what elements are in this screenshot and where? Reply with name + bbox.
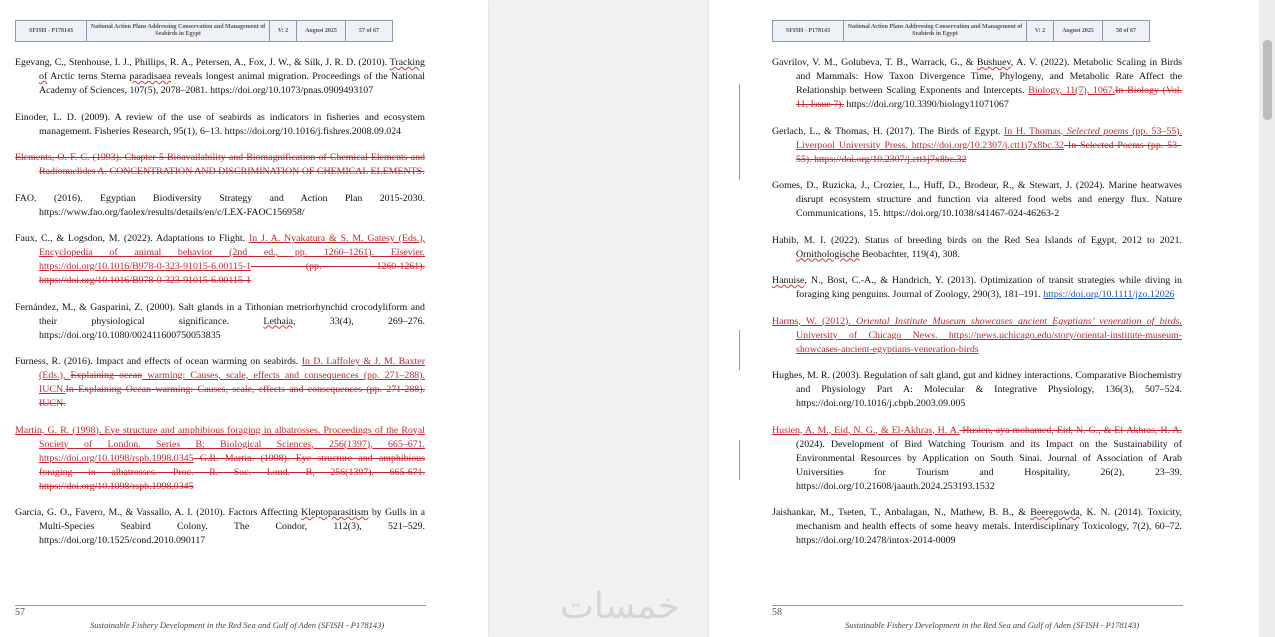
- reference-text: Elements, O. F. C. (1993). Chapter 5 Bioavailability and Biomagnification of Chemical Elements and Radionuclides A. CONCENTRATION AND DISCRIMINATION OF CHEMICAL ELEMENTS.: [15, 152, 425, 177]
- reference-entry: [772, 315, 1182, 357]
- reference-entry: [772, 369, 1182, 411]
- footer-text: Sustainable Fishery Development in the Red Sea and Gulf of Aden (SFISH - P178143): [845, 620, 1140, 630]
- reference-entry: [772, 506, 1182, 548]
- header-title: National Action Plans Addressing Conservation and Management of Seabirds in Egypt: [87, 21, 270, 42]
- reference-text: G.R. Martin. (1998). Eye structure and amphibious foraging in albatrosses. Proc. R. Soc. Lond. B, 256(1397), 665-671. https://doi.org/10.1098/rspb.1998.0345: [39, 452, 425, 492]
- reference-text: Egevang, C., Stenhouse, I. J., Phillips, R. A., Petersen, A., Fox, J. W., & Silk, J. R. D. (2010).: [15, 57, 390, 68]
- page-header-table: [772, 20, 1150, 42]
- reference-text: Beobachter, 119(4), 308.: [859, 248, 960, 260]
- header-title: National Action Plans Addressing Conservation and Management of Seabirds in Egypt: [844, 21, 1027, 42]
- reference-text: Tracking of: [39, 57, 425, 82]
- reference-text: Beeregowda: [1030, 507, 1080, 518]
- reference-text: (2024). Development of Bird Watching Tourism and its Impact on the Sustainability of Environmental Resources by Application on South Sinai. Journal of Association of Arab Universities for Tourism and Hospitality, 26(2), 23–39. https://doi.org/10.21608/jaauth.2024.253193.1532: [796, 438, 1182, 492]
- reference-text: Garcia, G. O., Favero, M., & Vassallo, A. I. (2010). Factors Affecting: [15, 507, 302, 518]
- change-bar: [739, 84, 740, 180]
- reference-text: Fernández, M., & Gasparini, Z. (2000). Salt glands in a Tithonian metriorhynchid crocodyliform and their physiological significance.: [15, 301, 425, 327]
- scrollbar-thumb[interactable]: [1263, 40, 1272, 120]
- reference-text: Arctic terns Sterna: [47, 71, 130, 82]
- reference-text: Furness, R. (2016). Impact and effects of ocean warming on seabirds.: [15, 356, 302, 367]
- reference-text: Faux, C., & Logsdon, M. (2022). Adaptations to Flight.: [15, 233, 249, 244]
- reference-text: Jaishankar, M., Tseten, T., Anbalagan, N., Mathew, B. B., &: [772, 507, 1031, 518]
- reference-text: University of Chicago News. https://news.uchicago.edu/story/oriental-institute-museum-showcases-ancient-egyptians-veneration-birds: [796, 329, 1182, 355]
- reference-entry: [772, 234, 1182, 262]
- page-header-table: [15, 20, 393, 42]
- reference-text: In J. A. Nyakatura & S. M. Gatesy (Eds.), Encyclopedia of animal behavior (2nd ed., pp. 1260–1261). Elsevier. https://doi.org/10.1016/B978-0-323-91015-6.00115-1: [39, 233, 425, 272]
- reference-entry: [15, 424, 425, 494]
- header-doc-id: SFISH - P178143: [773, 21, 844, 42]
- reference-text: Hanuise: [772, 275, 805, 286]
- reference-text: reveals longest animal migration. Proceedings of the National Academy of Sciences, 107(5), 2078–2081. https://doi.org/10.1073/pnas.0909493107: [39, 71, 425, 96]
- footer-page-number: 58: [772, 607, 782, 618]
- reference-text: , N., Bost, C.-A., & Handrich, Y. (2013). Optimization of transit strategies while diving in foraging king penguins. Journal of Zoology, 290(3), 181–191.: [796, 275, 1182, 300]
- footer-page-number: 57: [15, 607, 25, 618]
- reference-entry: [15, 192, 425, 220]
- reference-text: Gavrilov, V. M., Golubeva, T. B., Warrack, G., &: [772, 57, 977, 68]
- reference-text: Selected poems: [1066, 125, 1129, 137]
- reference-entry: [772, 179, 1182, 221]
- reference-entry: [772, 424, 1182, 494]
- reference-entry: [15, 506, 425, 548]
- reference-text: Explaining ocean: [70, 370, 143, 381]
- header-date: August 2025: [1054, 21, 1103, 42]
- reference-text: Gerlach, L., & Thomas, H. (2017). The Birds of Egypt.: [772, 125, 1005, 137]
- reference-text: Husien, aya mohamed, Eid, N. G., & El-Akhras, H. A.: [959, 424, 1182, 436]
- reference-entry: [772, 274, 1182, 302]
- footer-divider: [772, 605, 1183, 606]
- footer-divider: [15, 605, 426, 606]
- vertical-scrollbar[interactable]: [1259, 0, 1275, 637]
- reference-text: Biology, 11(7), 1067.: [1028, 85, 1116, 96]
- reference-entry: [15, 301, 425, 343]
- reference-text: Kleptoparasitism: [301, 507, 369, 518]
- reference-text: https://doi.org/10.3390/biology11071067: [843, 99, 1009, 110]
- reference-text: , K. N. (2014). Toxicity, mechanism and health effects of some heavy metals. Interdisciplinary Toxicology, 7(2), 60–72. https://doi.org/10.2478/intox-2014-0009: [796, 507, 1182, 546]
- reference-text[interactable]: https://doi.org/10.1111/jzo.12026: [1043, 289, 1175, 300]
- reference-text: Husien, A. M., Eid, N. G., & El-Akhras, H. A.: [772, 424, 960, 436]
- reference-text: warming: Causes, scale, effects and consequences (pp. 271–288). IUCN.: [39, 370, 425, 395]
- document-page-left: [0, 0, 488, 637]
- reference-text: Habib, M. I. (2022). Status of breeding birds on the Red Sea Islands of Egypt, 2012 to 2021.: [772, 234, 1182, 246]
- reference-text: by Gulls in a Multi-Species Seabird Colony. The Condor, 112(3), 521–529. https://doi.org/10.1525/cond.2010.090117: [39, 507, 425, 546]
- header-version: V: 2: [270, 21, 297, 42]
- header-date: August 2025: [297, 21, 346, 42]
- change-bar: [739, 440, 740, 480]
- reference-text: In H. Thomas,: [1004, 125, 1067, 137]
- reference-text: Einoder, L. D. (2009). A review of the use of seabirds as indicators in fisheries and ecosystem management. Fisheries Research, 95(1), 6–13. https://doi.org/10.1016/j.fishres.2008.09.024: [15, 111, 425, 137]
- reference-text: In Explaining Ocean warming: Causes, scale, effects and consequences (pp. 271-288). IUCN.: [39, 384, 425, 409]
- document-page-right: [709, 0, 1259, 637]
- reference-entry: [15, 111, 425, 139]
- watermark-logo: خمسات: [560, 586, 681, 627]
- reference-entry: [15, 355, 425, 411]
- reference-text: paradisaea: [129, 71, 172, 82]
- reference-list: [15, 56, 425, 561]
- reference-text: 33(4), 269–276. https://doi.org/10.1080/002411600750053835: [39, 315, 426, 341]
- footer-text: Sustainable Fishery Development in the Red Sea and Gulf of Aden (SFISH - P178143): [90, 620, 385, 630]
- header-page-count: 57 of 67: [346, 21, 393, 42]
- reference-text: In D. Laffoley & J. M. Baxter (Eds.),: [39, 356, 425, 381]
- reference-text: Oriental Institute Museum showcases ancient Egyptians’ veneration of birds.: [856, 315, 1182, 327]
- reference-text: In Selected Poems (pp. 53–55). https://doi.org/10.2307/j.ctt1j7x8bc.32: [796, 139, 1182, 165]
- reference-text: (pp. 1260-1261). https://doi.org/10.1016/B978-0-323-91015-6.00115-1: [39, 261, 425, 286]
- header-page-count: 58 of 67: [1103, 21, 1150, 42]
- reference-text: Gomes, D., Ruzicka, J., Crozier, L., Huff, D., Brodeur, R., & Stewart, J. (2024). Marine heatwaves disrupt ecosystem structure and function via altered food webs and energy flux. Nature Communications, 15. https://doi.org/10.1038/s41467-024-46263-2: [772, 180, 1182, 219]
- reference-text: Hughes, M. R. (2003). Regulation of salt gland, gut and kidney interactions. Comparative Biochemistry and Physiology Part A: Molecular & Integrative Physiology, 136(3), 507–524. https://doi.org/10.1016/j.cbpb.2003.09.005: [772, 370, 1183, 409]
- reference-entry: [772, 125, 1182, 167]
- reference-text: , A. V. (2022). Metabolic Scaling in Birds and Mammals: How Taxon Divergence Time, Phylogeny, and Metabolic Rate Affect the Relationship between Scaling Exponents and Intercepts.: [796, 57, 1183, 96]
- reference-entry: [15, 151, 425, 179]
- header-version: V: 2: [1027, 21, 1054, 42]
- reference-entry: [15, 232, 425, 288]
- reference-list: [772, 56, 1182, 561]
- reference-entry: [15, 56, 425, 98]
- reference-text: Ornithologische: [796, 248, 860, 260]
- header-doc-id: SFISH - P178143: [16, 21, 87, 42]
- reference-text: In Biology (Vol. 11, Issue 7).: [796, 85, 1182, 110]
- reference-text: (pp. 53–55). Liverpool University Press. https://doi.org/10.2307/j.ctt1j7x8bc.32: [796, 125, 1182, 151]
- reference-entry: [772, 56, 1182, 112]
- reference-text: Bushuev: [976, 57, 1011, 68]
- change-bar: [739, 330, 740, 370]
- reference-text: Harms, W. (2012).: [772, 315, 857, 327]
- reference-text: Martin, G. R. (1998). Eye structure and amphibious foraging in albatrosses. Proceedings of the Royal Society of London. Series B: Biological Sciences, 256(1397), 665–671. https://doi.org/10.1098/rspb.1998.0345: [15, 424, 425, 464]
- reference-text: Lethaia,: [263, 315, 296, 327]
- reference-text: FAO. (2016). Egyptian Biodiversity Strategy and Action Plan 2015-2030. https://www.fao.org/faolex/results/details/en/c/LEX-FAOC156958/: [15, 192, 425, 218]
